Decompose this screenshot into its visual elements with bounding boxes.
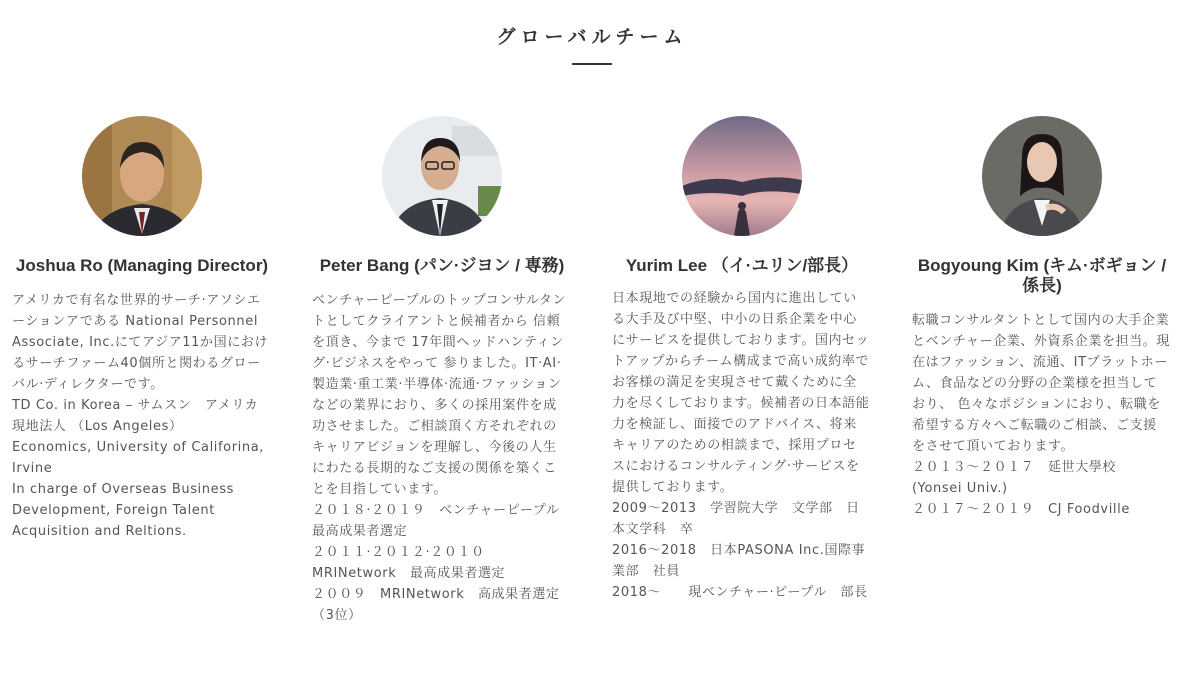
portrait-image <box>382 116 502 236</box>
title-underline <box>572 63 612 65</box>
section-title: グローバルチーム <box>496 26 688 48</box>
member-photo <box>982 116 1102 236</box>
team-member-card <box>12 116 272 542</box>
team-member-card <box>312 116 572 626</box>
team-member-card <box>912 116 1172 520</box>
member-name: Joshua Ro (Managing Director) <box>15 256 269 275</box>
member-photo <box>82 116 202 236</box>
team-member-card <box>612 116 872 603</box>
member-bio: 転職コンサルタントとして国内の大手企業とベンチャー企業、外資系企業を担当。現在はファッション、流通、ITプラットホーム、食品などの分野の企業様を担当しており、 色々なポジションにおり、転職を希望する方々へご転職のご相談、ご支援をさせて頂いております。 ２０１３～２０１７ 延世大學校 (Yonsei Univ.) ２０１７～２０１９ CJ Foodville <box>912 313 1171 517</box>
member-name: Bogyoung Kim (キム·ボギョン / 係長) <box>917 256 1167 295</box>
member-bio: 日本現地での経験から国内に進出している大手及び中堅、中小の日系企業を中心にサービスを提供しております。国内セットアップからチーム構成まで高い成約率でお客様の満足を実現させて戴くために全力を尽くしております。候補者の日本語能力を検証し、面接でのアドバイス、将来キャリアのための相談まで、採用プロセスにおけるコンサルティング·サービスを提供しております。 2009～2013 学習院大学 文学部 日本文学科 卒 2016～2018 日本PASONA Inc.国際事業部 社員 2018～ 現ベンチャー·ピープル 部長 <box>612 291 870 600</box>
sunset-silhouette-image <box>682 116 802 236</box>
member-photo <box>682 116 802 236</box>
member-bio: アメリカで有名な世界的サーチ·アソシエーションアである National Personnel Associate, Inc.にてアジア11か国におけるサーチファーム40個所と関わるグローバル·ディレクターです。 TD Co. in Korea – サムスン アメリカ現地法人 （Los Angeles） Economics, University of Califorina, Irvine In charge of Overseas Business Development, Foreign Talent Acquisition and Reltions. <box>12 293 269 539</box>
member-name: Peter Bang (パン·ジヨン / 専務) <box>319 256 565 275</box>
portrait-image <box>82 116 202 236</box>
member-name: Yurim Lee （イ·ユリン/部長） <box>625 256 859 275</box>
member-photo <box>382 116 502 236</box>
member-bio: ベンチャーピープルのトップコンサルタントとしてクライアントと候補者から 信頼を頂き、今まで 17年間ヘッドハンティング·ビジネスをやって 参りました。IT·AI·製造業·重工業·半導体·流通·ファッションなどの業界におり、多くの採用案件を成功させました。ご相談頂く方それぞれのキャリアビジョンを理解し、今後の人生にわたる長期的なご支援の関係を築くことを目指しています。 ２０１８·２０１９ ベンチャーピープル 最高成果者選定 ２０１１·２０１２·２０１０ MRINetwork 最高成果者選定 ２００９ MRINetwork 高成果者選定（3位） <box>312 293 567 623</box>
portrait-image <box>982 116 1102 236</box>
